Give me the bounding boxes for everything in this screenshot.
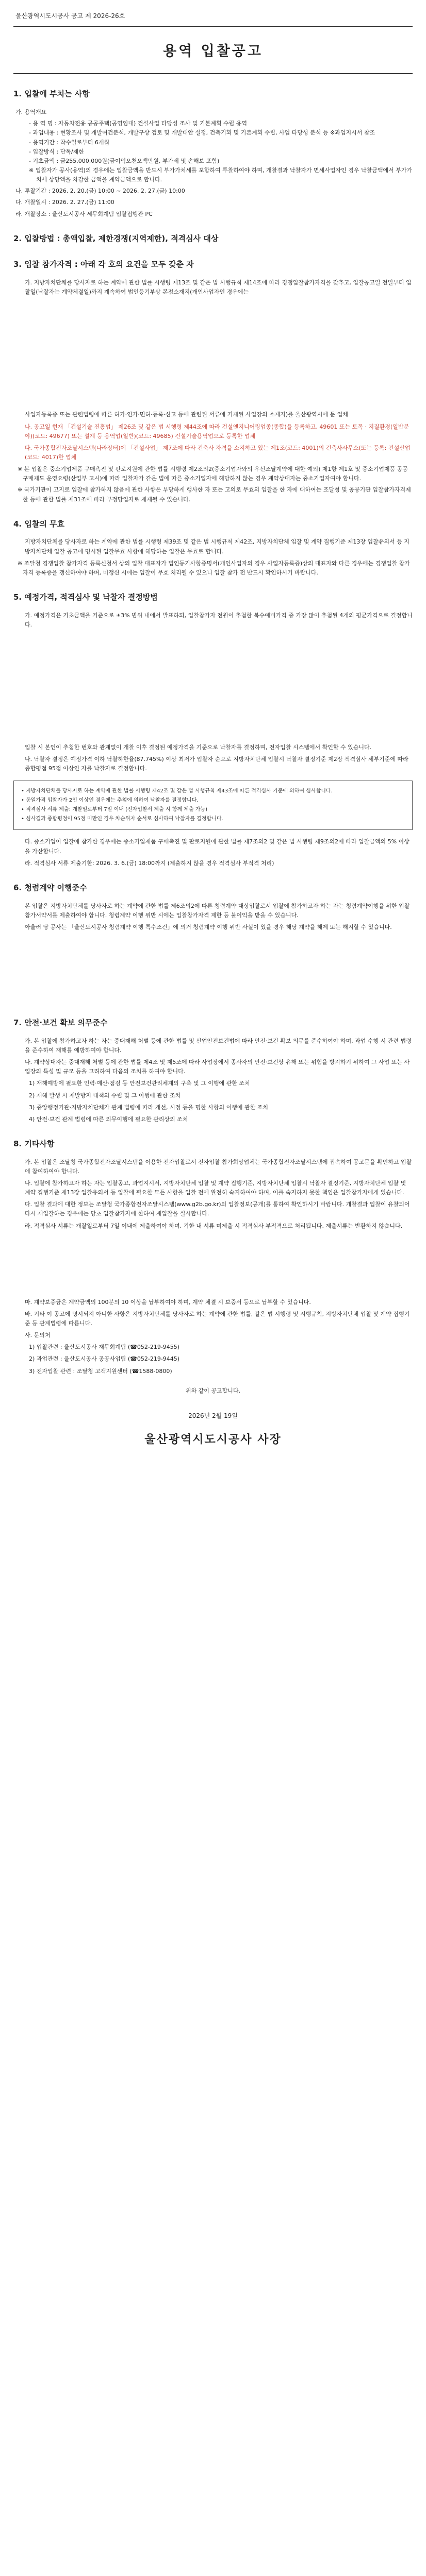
page-title: 용역 입찰공고 [163, 43, 263, 59]
s1-b: 나. 투찰기간 : 2026. 2. 20.(금) 10:00 ~ 2026. 2. 27.(금) 10:00 [15, 188, 185, 195]
s6-p2: 아울러 당 공사는 「울산도시공사 청렴계약 이행 특수조건」에 의거 청렴계약 이행 위반 사실이 있을 경우 해당 계약을 해제 또는 해지할 수 있습니다. [25, 923, 392, 930]
s7-p2: 나. 계약상대자는 중대재해 처벌 등에 관한 법률 제4조 및 제5조에 따라 사업장에서 종사자의 안전·보건상 유해 또는 위험을 방지하기 위하여 그 사업 또는 사업장의 특성 및 규모 등을 고려하여 다음의 조치를 하여야 합니다. [25, 1059, 410, 1075]
s8-p3: 다. 입찰 결과에 대한 정보는 조달청 국가종합전자조달시스템(www.g2b.go.kr)의 입찰정보(공개)를 통하여 확인하시기 바랍니다. 개찰결과 입찰이 유찰되어 다시 재입찰하는 경우에는 당초 입찰참가자에 한하여 재입찰을 실시합니다. [25, 1201, 410, 1217]
s3-c [13, 444, 413, 462]
box-line3: • 적격심사 서류 제출: 개찰일로부터 7일 이내 (전자입찰서 제출 시 함께 제출 가능) [21, 807, 208, 813]
section-5 [13, 591, 413, 868]
box-line4: • 심사결과 종합평점이 95점 미만인 경우 차순위자 순서로 심사하여 낙찰자를 결정합니다. [21, 816, 223, 822]
s8-p9: 2) 과업관련 : 울산도시공사 공공사업팀 (☎052-219-9445) [29, 1355, 180, 1363]
s7-p1: 가. 본 입찰에 참가하고자 하는 자는 중대재해 처벌 등에 관한 법률 및 산업안전보건법에 따라 안전·보건 확보 의무를 준수하여야 하며, 과업 수행 시 관련 법령을 준수하여 재해를 예방하여야 합니다. [25, 1037, 412, 1054]
s1-line4: - 입찰방식 : 단독/제한 [29, 148, 84, 155]
s7-p3: 1) 재해예방에 필요한 인력·예산·점검 등 안전보건관리체계의 구축 및 그 이행에 관한 조치 [29, 1080, 250, 1087]
s3-a2: 사업자등록증 또는 관련법령에 따른 허가·인가·면허·등록·신고 등에 관련된 서류에 기재된 사업장의 소재지)를 울산광역시에 둔 업체 [25, 411, 348, 418]
notice-date: 2026년 2월 19일 [188, 1412, 238, 1419]
section-6 [13, 882, 413, 932]
s4-p1: 지방자치단체를 당사자로 하는 계약에 관한 법률 시행령 제39조 및 같은 법 시행규칙 제42조, 지방자치단체 입찰 및 계약 집행기준 제13장 입찰유의서 등 지방자치단체 입찰 공고에 명시된 입찰무효 사항에 해당하는 입찰은 무효로 합니다. [25, 538, 409, 555]
s7-p6: 4) 안전·보건 관계 법령에 따른 의무이행에 필요한 관리상의 조치 [29, 1115, 188, 1123]
s8-p10: 3) 전자입찰 관련 : 조달청 고객지원센터 (☎1588-0800) [29, 1367, 172, 1375]
s1-line3: - 용역기간 : 착수일로부터 6개월 [29, 139, 110, 146]
s5-a2: 입찰 시 본인이 추첨한 번호와 관계없이 개찰 이후 결정된 예정가격을 기준으로 낙찰자를 결정하며, 전자입찰 시스템에서 확인할 수 있습니다. [25, 744, 372, 751]
section-1-heading: 1. 입찰에 부치는 사항 [13, 89, 90, 99]
s8-p1: 가. 본 입찰은 조달청 국가종합전자조달시스템을 이용한 전자입찰로서 전자입찰 참가희망업체는 국가종합전자조달시스템에 접속하여 공고문을 확인하고 입찰에 참여하여야 합니다. [25, 1158, 412, 1175]
s6-p1: 본 입찰은 지방자치단체를 당사자로 하는 계약에 관한 법률 제6조의2에 따른 청렴계약 대상입찰로서 입찰에 참가하고자 하는 자는 청렴계약이행을 위한 입찰참가서약서를 제출하여야 합니다. 청렴계약 이행 위반 시에는 입찰참가자격 제한 등 불이익을 받을 수 있습니다. [25, 902, 410, 919]
page-break-gap-3 [13, 941, 413, 1003]
title-rule-bottom [13, 73, 413, 74]
title-rule-top [13, 26, 413, 27]
s5-b: 나. 낙찰자 결정은 예정가격 이하 낙찰하한율(87.745%) 이상 최저가 입찰자 순으로 지방자치단체 입찰시 낙찰자 결정기준 제2장 적격심사 세부기준에 따라 종합평점 95점 이상인 자를 낙찰자로 결정합니다. [25, 756, 408, 772]
s5-d: 라. 적격심사 서류 제출기한: 2026. 3. 6.(금) 18:00까지 (제출하지 않을 경우 적격심사 부적격 처리) [25, 859, 274, 867]
s3-b [13, 422, 413, 441]
s8-p8: 1) 입찰관련 : 울산도시공사 재무회계팀 (☎052-219-9455) [29, 1344, 180, 1351]
page-break-gap-2 [13, 632, 413, 740]
section-4 [13, 518, 413, 578]
notice-number: 울산광역시도시공사 공고 제 2026-26호 [15, 12, 125, 20]
section-7-heading: 7. 안전·보건 확보 의무준수 [13, 1018, 108, 1028]
box-line1: • 지방자치단체를 당사자로 하는 계약에 관한 법률 시행령 제42조 및 같은 법 시행규칙 제43조에 따른 적격심사 기준에 의하여 심사합니다. [21, 788, 333, 794]
section-5-heading: 5. 예정가격, 적격심사 및 낙찰자 결정방법 [13, 592, 158, 602]
s7-p5: 3) 중앙행정기관·지방자치단체가 관계 법령에 따라 개선, 시정 등을 명한 사항의 이행에 관한 조치 [29, 1104, 269, 1111]
s3-d: ※ 본 입찰은 중소기업제품 구매촉진 및 판로지원에 관한 법률 시행령 제2조의2(중소기업자와의 우선조달계약에 대한 예외) 제1항 제1호 및 중소기업제품 공공구매제도 운영요령(산업부 고시)에 따라 입찰자가 같은 법에 따른 중소기업자에 해당하지 않는 경우 계약상대자는 중소기업자여야 합니다. [18, 466, 408, 482]
section-3 [13, 258, 413, 504]
s8-p2: 나. 입찰에 참가하고자 하는 자는 입찰공고, 과업지시서, 지방자치단체 입찰 및 계약 집행기준, 지방자치단체 입찰시 낙찰자 결정기준, 지방자치단체 입찰 및 계약 집행기준 제13장 입찰유의서 등 입찰에 필요한 모든 사항을 입찰 전에 완전히 숙지하여야 하며, 이를 숙지하지 못한 책임은 입찰참가자에게 있습니다. [25, 1179, 406, 1196]
s4-p2: ※ 조달청 경쟁입찰 참가자격 등록신청서 상의 입찰 대표자가 법인등기사항증명서(개인사업자의 경우 사업자등록증)상의 대표자와 다른 경우에는 경쟁입찰 참가자격 등록증을 갱신하여야 하며, 미갱신 시에는 입찰이 무효 처리될 수 있으니 입찰 참가 전 반드시 확인하시기 바랍니다. [18, 560, 410, 576]
section-2-heading: 2. 입찰방법 : 총액입찰, 제한경쟁(지역제한), 적격심사 대상 [13, 233, 219, 243]
section-4-heading: 4. 입찰의 무효 [13, 519, 65, 529]
section-7 [13, 1016, 413, 1124]
s7-p4: 2) 재해 발생 시 재발방지 대책의 수립 및 그 이행에 관한 조치 [29, 1092, 181, 1099]
s8-p4: 라. 적격심사 서류는 개찰일로부터 7일 이내에 제출하여야 하며, 기한 내 서류 미제출 시 적격심사 부적격으로 처리됩니다. 제출서류는 반환하지 않습니다. [25, 1222, 403, 1229]
s3-a: 가. 지방자치단체를 당사자로 하는 계약에 관한 법률 시행령 제13조 및 같은 법 시행규칙 제14조에 따라 경쟁입찰참가자격을 갖추고, 입찰공고일 전일부터 입찰일(낙찰자는 계약체결일)까지 계속하여 법인등기부상 본점소재지(개인사업자인 경우에는 [25, 279, 412, 296]
section-6-heading: 6. 청렴계약 이행준수 [13, 883, 87, 892]
s8-p5: 마. 계약보증금은 계약금액의 100분의 10 이상을 납부하여야 하며, 계약 체결 시 보증서 등으로 납부할 수 있습니다. [25, 1298, 311, 1306]
closing-statement: 위와 같이 공고합니다. [185, 1387, 241, 1394]
s8-p6: 바. 기타 이 공고에 명시되지 아니한 사항은 지방자치단체를 당사자로 하는 계약에 관한 법률, 같은 법 시행령 및 시행규칙, 지방자치단체 입찰 및 계약 집행기준 등 관계법령에 따릅니다. [25, 1310, 410, 1327]
page-break-gap-4 [13, 1233, 413, 1295]
s1-c: 다. 개찰일시 : 2026. 2. 27.(금) 11:00 [15, 199, 114, 206]
s3-c-text: 다. 국가종합전자조달시스템(나라장터)에 「건설사업」 제7조에 따라 건축사 자격을 소지하고 있는 제1조(코드: 4001)의 건축사사무소(또는 등록: 건설산업(코드: 4017)한 업체 [25, 444, 411, 461]
section-2 [13, 232, 413, 245]
section-1 [13, 88, 413, 218]
box-line2: • 동일가격 입찰자가 2인 이상인 경우에는 추첨에 의하여 낙찰자를 결정합니다. [21, 798, 199, 804]
page-break-gap [13, 299, 413, 408]
s1-a: 가. 용역개요 [15, 109, 47, 116]
issuer-signature: 울산광역시도시공사 사장 [144, 1433, 282, 1446]
s1-line2: - 과업내용 : 현황조사 및 개발여건분석, 개발구상 검토 및 개발대안 설정, 건축기획 및 기본계획 수립, 사업 타당성 분석 등 ※과업지시서 참조 [29, 129, 375, 137]
s1-line6: ※ 입찰자가 공사(용역)의 경우에는 입찰금액을 반드시 부가가치세를 포함하여 투찰하여야 하며, 개찰결과 낙찰자가 면세사업자인 경우 낙찰금액에서 부가가치세 상당액을 차감한 금액을 계약금액으로 합니다. [29, 166, 413, 183]
s1-line5: - 기초금액 : 금255,000,000원(금이억오천오백만원, 부가세 및 손해보 포함) [29, 157, 220, 164]
s3-e: ※ 국가기관이 고지로 입찰에 참가하지 않음에 관한 사항은 부당하게 행사한 자 또는 고의로 무효의 입찰을 한 자에 대하여는 조달청 및 공공기관 입찰참가자격제한 등에 관한 법률 제31조에 따라 부정당업자로 제재될 수 있습니다. [18, 486, 411, 503]
s1-d: 라. 개찰장소 : 울산도시공사 세무회계팀 입찰집행관 PC [15, 210, 153, 217]
s5-a: 가. 예정가격은 기초금액을 기준으로 ±3% 범위 내에서 발표하되, 입찰참가자 전원이 추첨한 복수예비가격 중 가장 많이 추첨된 4개의 평균가격으로 결정합니다. [25, 612, 413, 628]
s5-c: 다. 중소기업이 입찰에 참가한 경우에는 중소기업제품 구매촉진 및 판로지원에 관한 법률 제7조의2 및 같은 법 시행령 제9조의2에 따라 입찰금액의 5% 이상을 가산합니다. [25, 838, 409, 855]
s1-line1: - 용 역 명 : 자동차전용 공공주택(공영임대) 건설사업 타당성 조사 및 기본계획 수립 용역 [29, 120, 247, 127]
section-3-heading: 3. 입찰 참가자격 : 아래 각 호의 요건을 모두 갖춘 자 [13, 260, 194, 269]
s3-b-text: 나. 공고일 현재 「건설기술 진흥법」 제26조 및 같은 법 시행령 제44조에 따라 건설엔지니어링업종(종합)을 등록하고, 49601 또는 토목 · 지질환경(일반분야)(코드: 49677) 또는 설계 등 용역업(일반)(코드: 49685) 건설기술용역업으로 등록한 업체 [25, 423, 409, 439]
criteria-box [13, 781, 413, 830]
section-8-heading: 8. 기타사항 [13, 1139, 55, 1148]
s8-p7: 사. 문의처 [25, 1332, 51, 1339]
section-8 [13, 1138, 413, 1376]
